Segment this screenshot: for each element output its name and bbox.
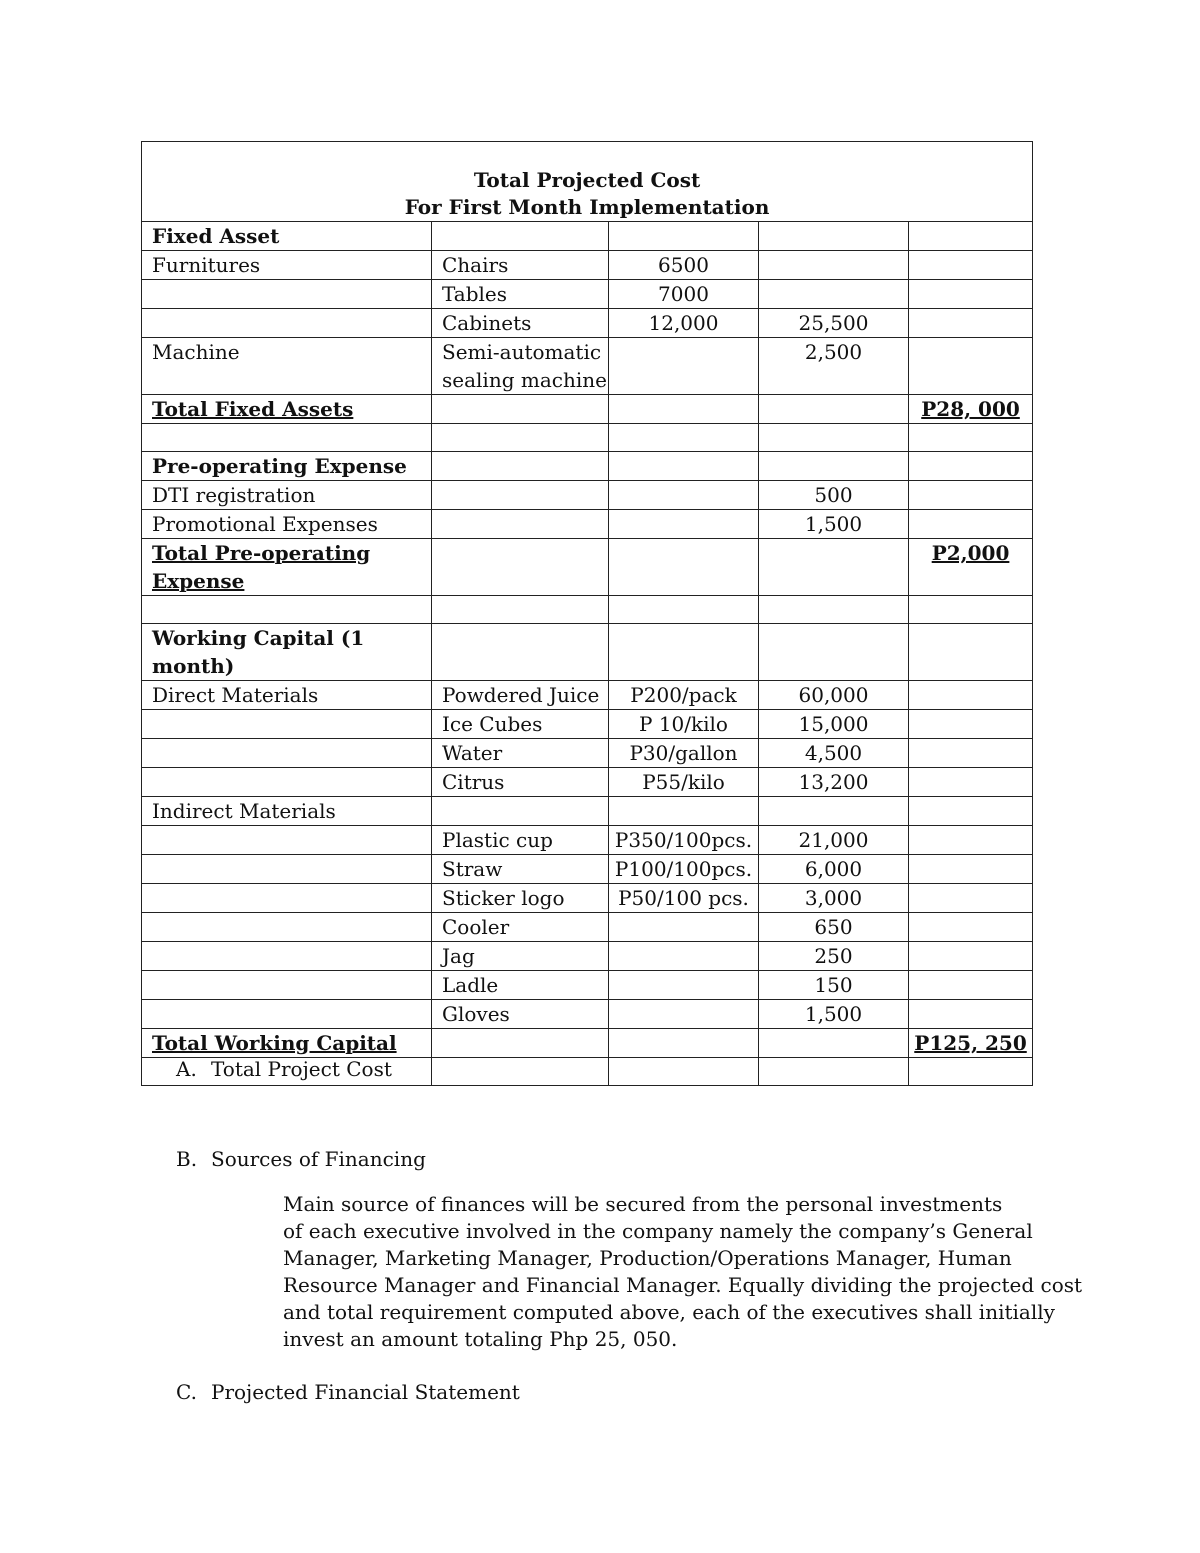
table-cell-col1: Sticker logo [432,884,609,913]
table-cell-col1: Plastic cup [432,826,609,855]
table-cell-col4 [909,624,1033,681]
section-c [176,1380,520,1404]
table-cell-col3: 2,500 [759,338,909,395]
table-cell-col1: Ladle [432,971,609,1000]
table-cell-col1 [432,596,609,624]
table-row [142,624,1033,681]
section-b-letter: B. [176,1147,198,1171]
table-cell-col4 [909,338,1033,395]
table-cell-col0 [142,710,432,739]
table-cell-col3 [759,222,909,251]
table-cell-col2 [609,624,759,681]
table-cell-col1 [432,624,609,681]
table-cell-col0 [142,309,432,338]
paragraph-line: Resource Manager and Financial Manager. Equally dividing the projected cost [283,1273,1083,1297]
table-cell-col0: Indirect Materials [142,797,432,826]
table-cell-col0: Working Capital (1 month) [142,624,432,681]
table-cell-col2 [609,481,759,510]
table-cell-col2: P 10/kilo [609,710,759,739]
table-cell-col0: Total Pre-operating Expense [142,539,432,596]
table-cell-col4 [909,768,1033,797]
paragraph-line: Manager, Marketing Manager, Production/Operations Manager, Human [283,1246,1012,1270]
table-cell-col0 [142,942,432,971]
paragraph-line: Main source of finances will be secured from the personal investments [283,1192,1003,1216]
table-row [142,710,1033,739]
table-cell-col3 [759,1058,909,1086]
table-cell-col4 [909,510,1033,539]
table-cell-col1: Tables [432,280,609,309]
table-cell-col1: Ice Cubes [432,710,609,739]
table-cell-col1 [432,452,609,481]
table-cell-col3: 1,500 [759,1000,909,1029]
table-row [142,942,1033,971]
table-cell-col2 [609,539,759,596]
table-cell-col3 [759,395,909,424]
table-cell-col1: Powdered Juice [432,681,609,710]
table-cell-col4 [909,739,1033,768]
table-cell-col0: Direct Materials [142,681,432,710]
table-cell-col0 [142,884,432,913]
table-cell-col4 [909,1058,1033,1086]
table-cell-col2 [609,971,759,1000]
table-cell-col3 [759,452,909,481]
table-cell-col4 [909,681,1033,710]
table-row [142,971,1033,1000]
table-cell-col2: 7000 [609,280,759,309]
table-cell-col2: P55/kilo [609,768,759,797]
table-cell-col4 [909,596,1033,624]
table-cell-col3: 6,000 [759,855,909,884]
table-cell-col3 [759,251,909,280]
table-row [142,826,1033,855]
table-cell-col1: Straw [432,855,609,884]
table-cell-col0: DTI registration [142,481,432,510]
table-cell-col4 [909,452,1033,481]
table-cell-col1 [432,1029,609,1058]
table-cell-col2 [609,222,759,251]
paragraph-line: of each executive involved in the company namely the company’s General [283,1219,1033,1243]
table-row [142,395,1033,424]
table-cell-col3: 250 [759,942,909,971]
table-cell-col0 [142,739,432,768]
table-cell-col3 [759,596,909,624]
projected-cost-table [141,141,1033,1086]
table-row [142,596,1033,624]
section-c-title: Projected Financial Statement [211,1380,520,1404]
table-cell-col2 [609,395,759,424]
section-b-title: Sources of Financing [211,1147,426,1171]
table-cell-col4 [909,481,1033,510]
table-row [142,338,1033,395]
table-cell-col2: P200/pack [609,681,759,710]
table-cell-col4 [909,855,1033,884]
table-cell-col2 [609,452,759,481]
table-cell-col2 [609,510,759,539]
table-cell-col2 [609,596,759,624]
table-cell-col1 [432,481,609,510]
section-a-title: Total Project Cost [211,1057,392,1081]
table-row [142,251,1033,280]
table-row [142,1000,1033,1029]
table-cell-col0: Promotional Expenses [142,510,432,539]
table-row [142,739,1033,768]
table-row [142,768,1033,797]
table-cell-col0: Pre-operating Expense [142,452,432,481]
table-cell-col4 [909,942,1033,971]
table-cell-col0: Furnitures [142,251,432,280]
table-cell-col4: P28, 000 [909,395,1033,424]
table-row [142,913,1033,942]
table-cell-col3 [759,624,909,681]
table-cell-col0 [142,826,432,855]
table-cell-col2 [609,338,759,395]
section-b [176,1147,426,1171]
table-cell-col1 [432,1058,609,1086]
table-cell-col3: 150 [759,971,909,1000]
table-cell-col2 [609,424,759,452]
table-cell-col3: 1,500 [759,510,909,539]
table-row [142,280,1033,309]
paragraph-line: and total requirement computed above, each of the executives shall initially [283,1300,1055,1324]
table-cell-col1: Semi-automatic sealing machine [432,338,609,395]
table-cell-col2 [609,913,759,942]
table-cell-col3 [759,797,909,826]
table-row [142,309,1033,338]
table-cell-col4 [909,913,1033,942]
table-cell-col1: Citrus [432,768,609,797]
table-cell-col4 [909,710,1033,739]
section-c-letter: C. [176,1380,197,1404]
table-cell-col2 [609,1058,759,1086]
table-cell-col1 [432,395,609,424]
table-cell-col0: Machine [142,338,432,395]
table-cell-col0 [142,913,432,942]
table-cell-col1: Cooler [432,913,609,942]
table-row [142,884,1033,913]
table-cell-col4 [909,797,1033,826]
table-cell-col4 [909,971,1033,1000]
table-row [142,424,1033,452]
table-cell-col1 [432,797,609,826]
paragraph-line: invest an amount totaling Php 25, 050. [283,1327,678,1351]
table-cell-col0 [142,596,432,624]
table-cell-col2: P350/100pcs. [609,826,759,855]
table-cell-col2: 12,000 [609,309,759,338]
table-cell-col4 [909,222,1033,251]
table-cell-col1: Jag [432,942,609,971]
table-title-row [142,142,1033,222]
table-cell-col2: P30/gallon [609,739,759,768]
table-cell-col0: Total Working Capital [142,1029,432,1058]
table-cell-col4 [909,424,1033,452]
table-row [142,855,1033,884]
table-cell-col3 [759,424,909,452]
table-cell-col0 [142,768,432,797]
financing-paragraph [283,1191,1083,1353]
table-cell-col0 [142,424,432,452]
table-cell-col2: P100/100pcs. [609,855,759,884]
table-cell-col4 [909,251,1033,280]
table-row [142,681,1033,710]
table-cell-col4: P125, 250 [909,1029,1033,1058]
table-cell-col1: Water [432,739,609,768]
table-title [142,142,1033,222]
table-cell-col4 [909,280,1033,309]
table-cell-col3: 25,500 [759,309,909,338]
table-cell-col1 [432,539,609,596]
table-row [142,222,1033,251]
table-cell-col1 [432,222,609,251]
table-cell-col2 [609,1000,759,1029]
table-cell-col3: 4,500 [759,739,909,768]
table-cell-col3: 500 [759,481,909,510]
table-cell-col2 [609,797,759,826]
section-a [176,1057,392,1081]
table-cell-col0 [142,855,432,884]
table-row [142,539,1033,596]
table-row [142,797,1033,826]
table-cell-col1 [432,510,609,539]
table-cell-col3: 60,000 [759,681,909,710]
table-cell-col0: Total Fixed Assets [142,395,432,424]
table-cell-col1: Chairs [432,251,609,280]
table-cell-col0 [142,971,432,1000]
table-cell-col2: P50/100 pcs. [609,884,759,913]
section-a-letter: A. [176,1057,197,1081]
table-cell-col3 [759,280,909,309]
table-title-line2: For First Month Implementation [404,195,770,219]
table-cell-col4 [909,826,1033,855]
table-cell-col3: 15,000 [759,710,909,739]
table-cell-col0 [142,280,432,309]
table-cell-col4 [909,1000,1033,1029]
table-cell-col4 [909,309,1033,338]
table-cell-col0: Fixed Asset [142,222,432,251]
table-cell-col2 [609,1029,759,1058]
table-cell-col4 [909,884,1033,913]
table-row [142,452,1033,481]
table-cell-col4: P2,000 [909,539,1033,596]
table-cell-col3: 13,200 [759,768,909,797]
table-cell-col3: 650 [759,913,909,942]
table-cell-col3 [759,1029,909,1058]
table-row [142,481,1033,510]
table-cell-col2 [609,942,759,971]
table-cell-col3: 21,000 [759,826,909,855]
table-cell-col0 [142,1000,432,1029]
table-row [142,510,1033,539]
table-row [142,1029,1033,1058]
table-cell-col2: 6500 [609,251,759,280]
table-cell-col1 [432,424,609,452]
table-cell-col3 [759,539,909,596]
table-cell-col1: Gloves [432,1000,609,1029]
table-cell-col3: 3,000 [759,884,909,913]
table-cell-col1: Cabinets [432,309,609,338]
table-title-line1: Total Projected Cost [473,168,701,192]
